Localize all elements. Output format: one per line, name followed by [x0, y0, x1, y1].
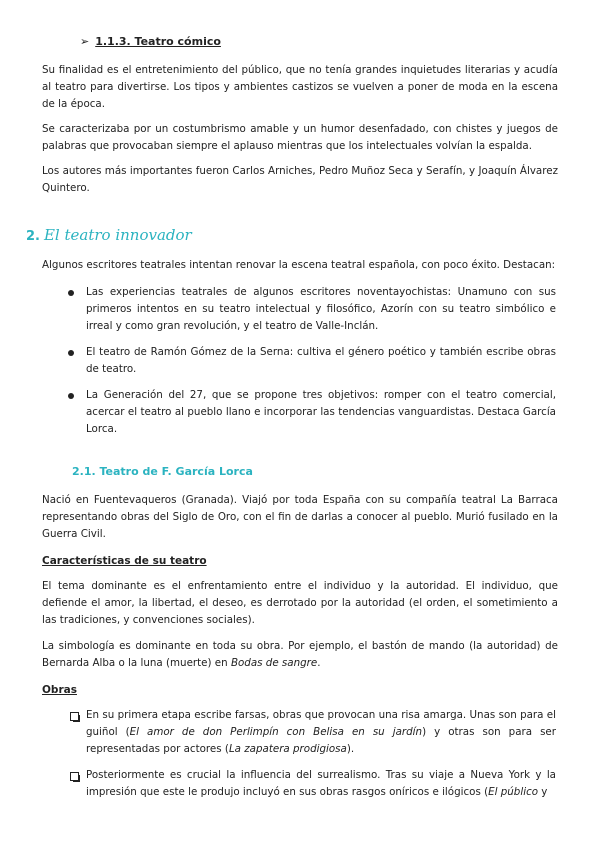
work-title: Bodas de sangre	[230, 657, 318, 669]
work-title: La zapatera prodigiosa	[228, 743, 347, 755]
bullet-icon	[68, 393, 74, 399]
work-title: El amor de don Perlimpín con Belisa en su jardín	[129, 726, 423, 738]
section-heading-21: 2.1. Teatro de F. García Lorca	[72, 465, 253, 478]
bullet-icon	[68, 350, 74, 356]
subheading-caracteristicas: Características de su teatro	[42, 555, 207, 567]
bullet-icon	[68, 290, 74, 296]
arrow-icon: ➢	[80, 35, 90, 48]
checkbox-bullet-icon	[70, 772, 79, 781]
list-item: En su primera etapa escribe farsas, obras que provocan una risa amarga. Unas son para el guiñol (El amor de don Perlimpín con Belisa en su jardín) y otras son para ser representadas por actores (La zapatera prodigiosa).	[86, 709, 556, 755]
subheading-obras: Obras	[42, 684, 77, 696]
paragraph-tema: El tema dominante es el enfrentamiento entre el individuo y la autoridad. El individuo, que defiende el amor, la libertad, el deseo, es derrotado por la autoridad (el orden, el sometimiento a las tradiciones, y convenciones sociales).	[42, 580, 558, 626]
paragraph-biography: Nació en Fuentevaqueros (Granada). Viajó por toda España con su compañía teatral La Barraca representando obras del Siglo de Oro, con el fin de darlas a conocer al pueblo. Murió fusilado en la Guerra Civil.	[42, 494, 558, 540]
checkbox-bullet-icon	[70, 712, 79, 721]
list-item: La Generación del 27, que se propone tres objetivos: romper con el teatro comercial, acercar el teatro al pueblo llano e incorporar las tendencias vanguardistas. Destaca García Lorca.	[86, 389, 556, 435]
section-title-113: 1.1.3. Teatro cómico	[95, 35, 221, 48]
paragraph-purpose: Su finalidad es el entretenimiento del público, que no tenía grandes inquietudes literarias y acudía al teatro para divertirse. Los tipos y ambientes castizos se vuelven a poner de moda en la escena de la época.	[42, 64, 558, 110]
section-heading-113	[80, 35, 221, 48]
list-item: El teatro de Ramón Gómez de la Serna: cultiva el género poético y también escribe obras de teatro.	[86, 346, 556, 375]
list-item: Las experiencias teatrales de algunos escritores noventayochistas: Unamuno con sus primeros intentos en su teatro intelectual y filosófico, Azorín con su teatro simbólico e irreal y como gran revolución, y el teatro de Valle-Inclán.	[86, 286, 556, 332]
section-heading-2	[26, 226, 192, 244]
paragraph-style: Se caracterizaba por un costumbrismo amable y un humor desenfadado, con chistes y juegos de palabras que provocaban siempre el aplauso mientras que los intelectuales volvían la espalda.	[42, 123, 558, 152]
paragraph-intro-innovador: Algunos escritores teatrales intentan renovar la escena teatral española, con poco éxito. Destacan:	[42, 259, 556, 271]
list-item: Posteriormente es crucial la influencia del surrealismo. Tras su viaje a Nueva York y la impresión que este le produjo incluyó en sus obras rasgos oníricos e ilógicos (El público y	[86, 769, 556, 798]
work-title: El público	[488, 786, 539, 798]
paragraph-authors: Los autores más importantes fueron Carlos Arniches, Pedro Muñoz Seca y Serafín, y Joaquín Álvarez Quintero.	[42, 165, 558, 194]
section-title-2: El teatro innovador	[43, 226, 192, 244]
section-number-2: 2.	[26, 229, 40, 244]
paragraph-simbologia: La simbología es dominante en toda su obra. Por ejemplo, el bastón de mando (la autoridad) de Bernarda Alba o la luna (muerte) en Bodas de sangre.	[42, 640, 558, 669]
